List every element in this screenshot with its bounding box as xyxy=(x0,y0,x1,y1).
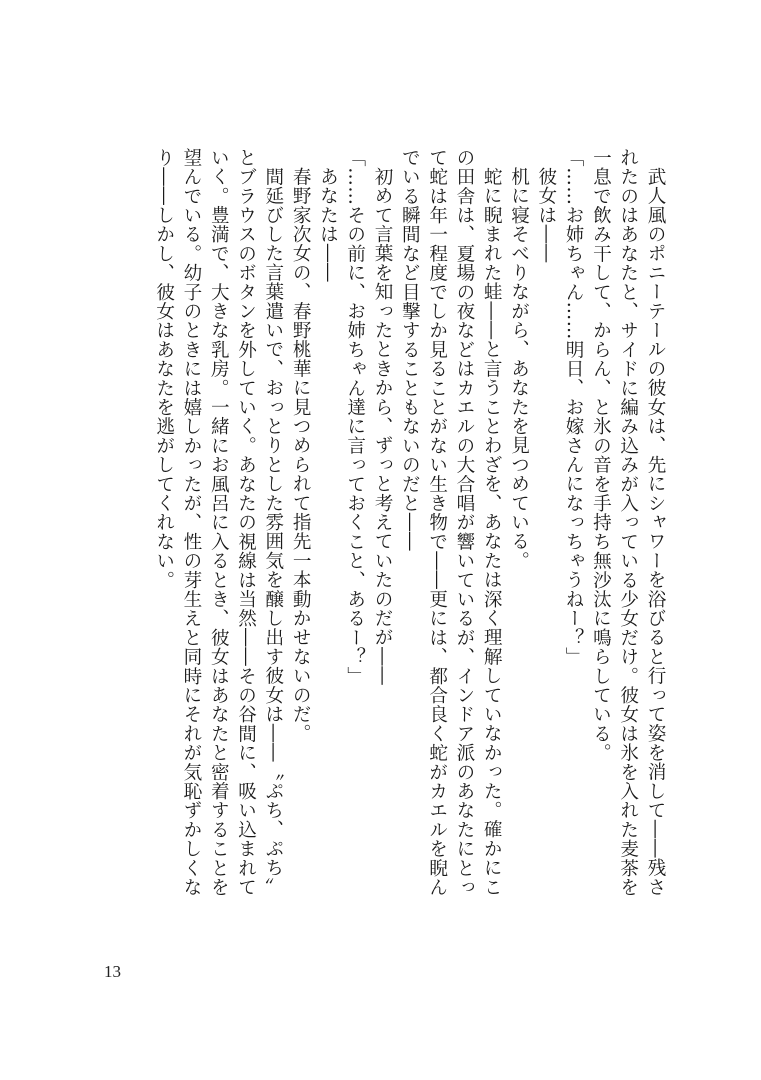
paragraph-3: 机に寝そべりながら、あなたを見つめている。 xyxy=(508,166,530,570)
paragraph-2: 彼女は―― xyxy=(535,166,557,263)
paragraph-6: あなたは―― xyxy=(317,166,339,282)
paragraph-8: 間延びした言葉遣いで、おっとりとした雰囲気を醸し出す彼女は――〝ぷち、ぷち〟とブラウスのボタンを外していく。あなたの視線は当然――その谷間に、吸い込まれていく。豊満で、大きな乳房。一緒にお風呂に入るとき、彼女はあなたと密着することを望んでいる。幼子のときには嬉しかったが、性の芽生えと同時にそれが気恥ずかしくなり――しかし、彼女はあなたを逃がしてくれない。 xyxy=(153,148,284,897)
dialogue-1: 「……お姉ちゃん……明日、お嫁さんになっちゃうねー？」 xyxy=(563,148,585,667)
paragraph-5: 初めて言葉を知ったときから、ずっと考えていたのだが―― xyxy=(372,166,394,685)
paragraph-4: 蛇に睨まれた蛙――と言うことわざを、あなたは深く理解していなかった。確かにこの田舎は、夏場の夜などはカエルの大合唱が響いているが、インドア派のあなたにとって蛇は年一程度でしか見ることがない生き物で――更には、都合良く蛇がカエルを睨んでいる瞬間など目撃することもないのだと―― xyxy=(399,148,503,897)
vertical-text-body xyxy=(109,148,669,908)
paragraph-1: 武人風のポニーテールの彼女は、先にシャワーを浴びると行って姿を消して――残されたのはあなたと、サイドに編み込みが入っている少女だけ。彼女は氷を入れた麦茶を一息で飲み干して、からん、と氷の音を手持ち無沙汰に鳴らしている。 xyxy=(590,148,666,897)
paragraph-7: 春野家次女の、春野桃華に見つめられて指先一本動かせないのだ。 xyxy=(290,166,312,743)
dialogue-2: 「……その前に、お姉ちゃん達に言っておくこと、あるー？」 xyxy=(344,148,366,686)
page-number: 13 xyxy=(104,962,121,981)
